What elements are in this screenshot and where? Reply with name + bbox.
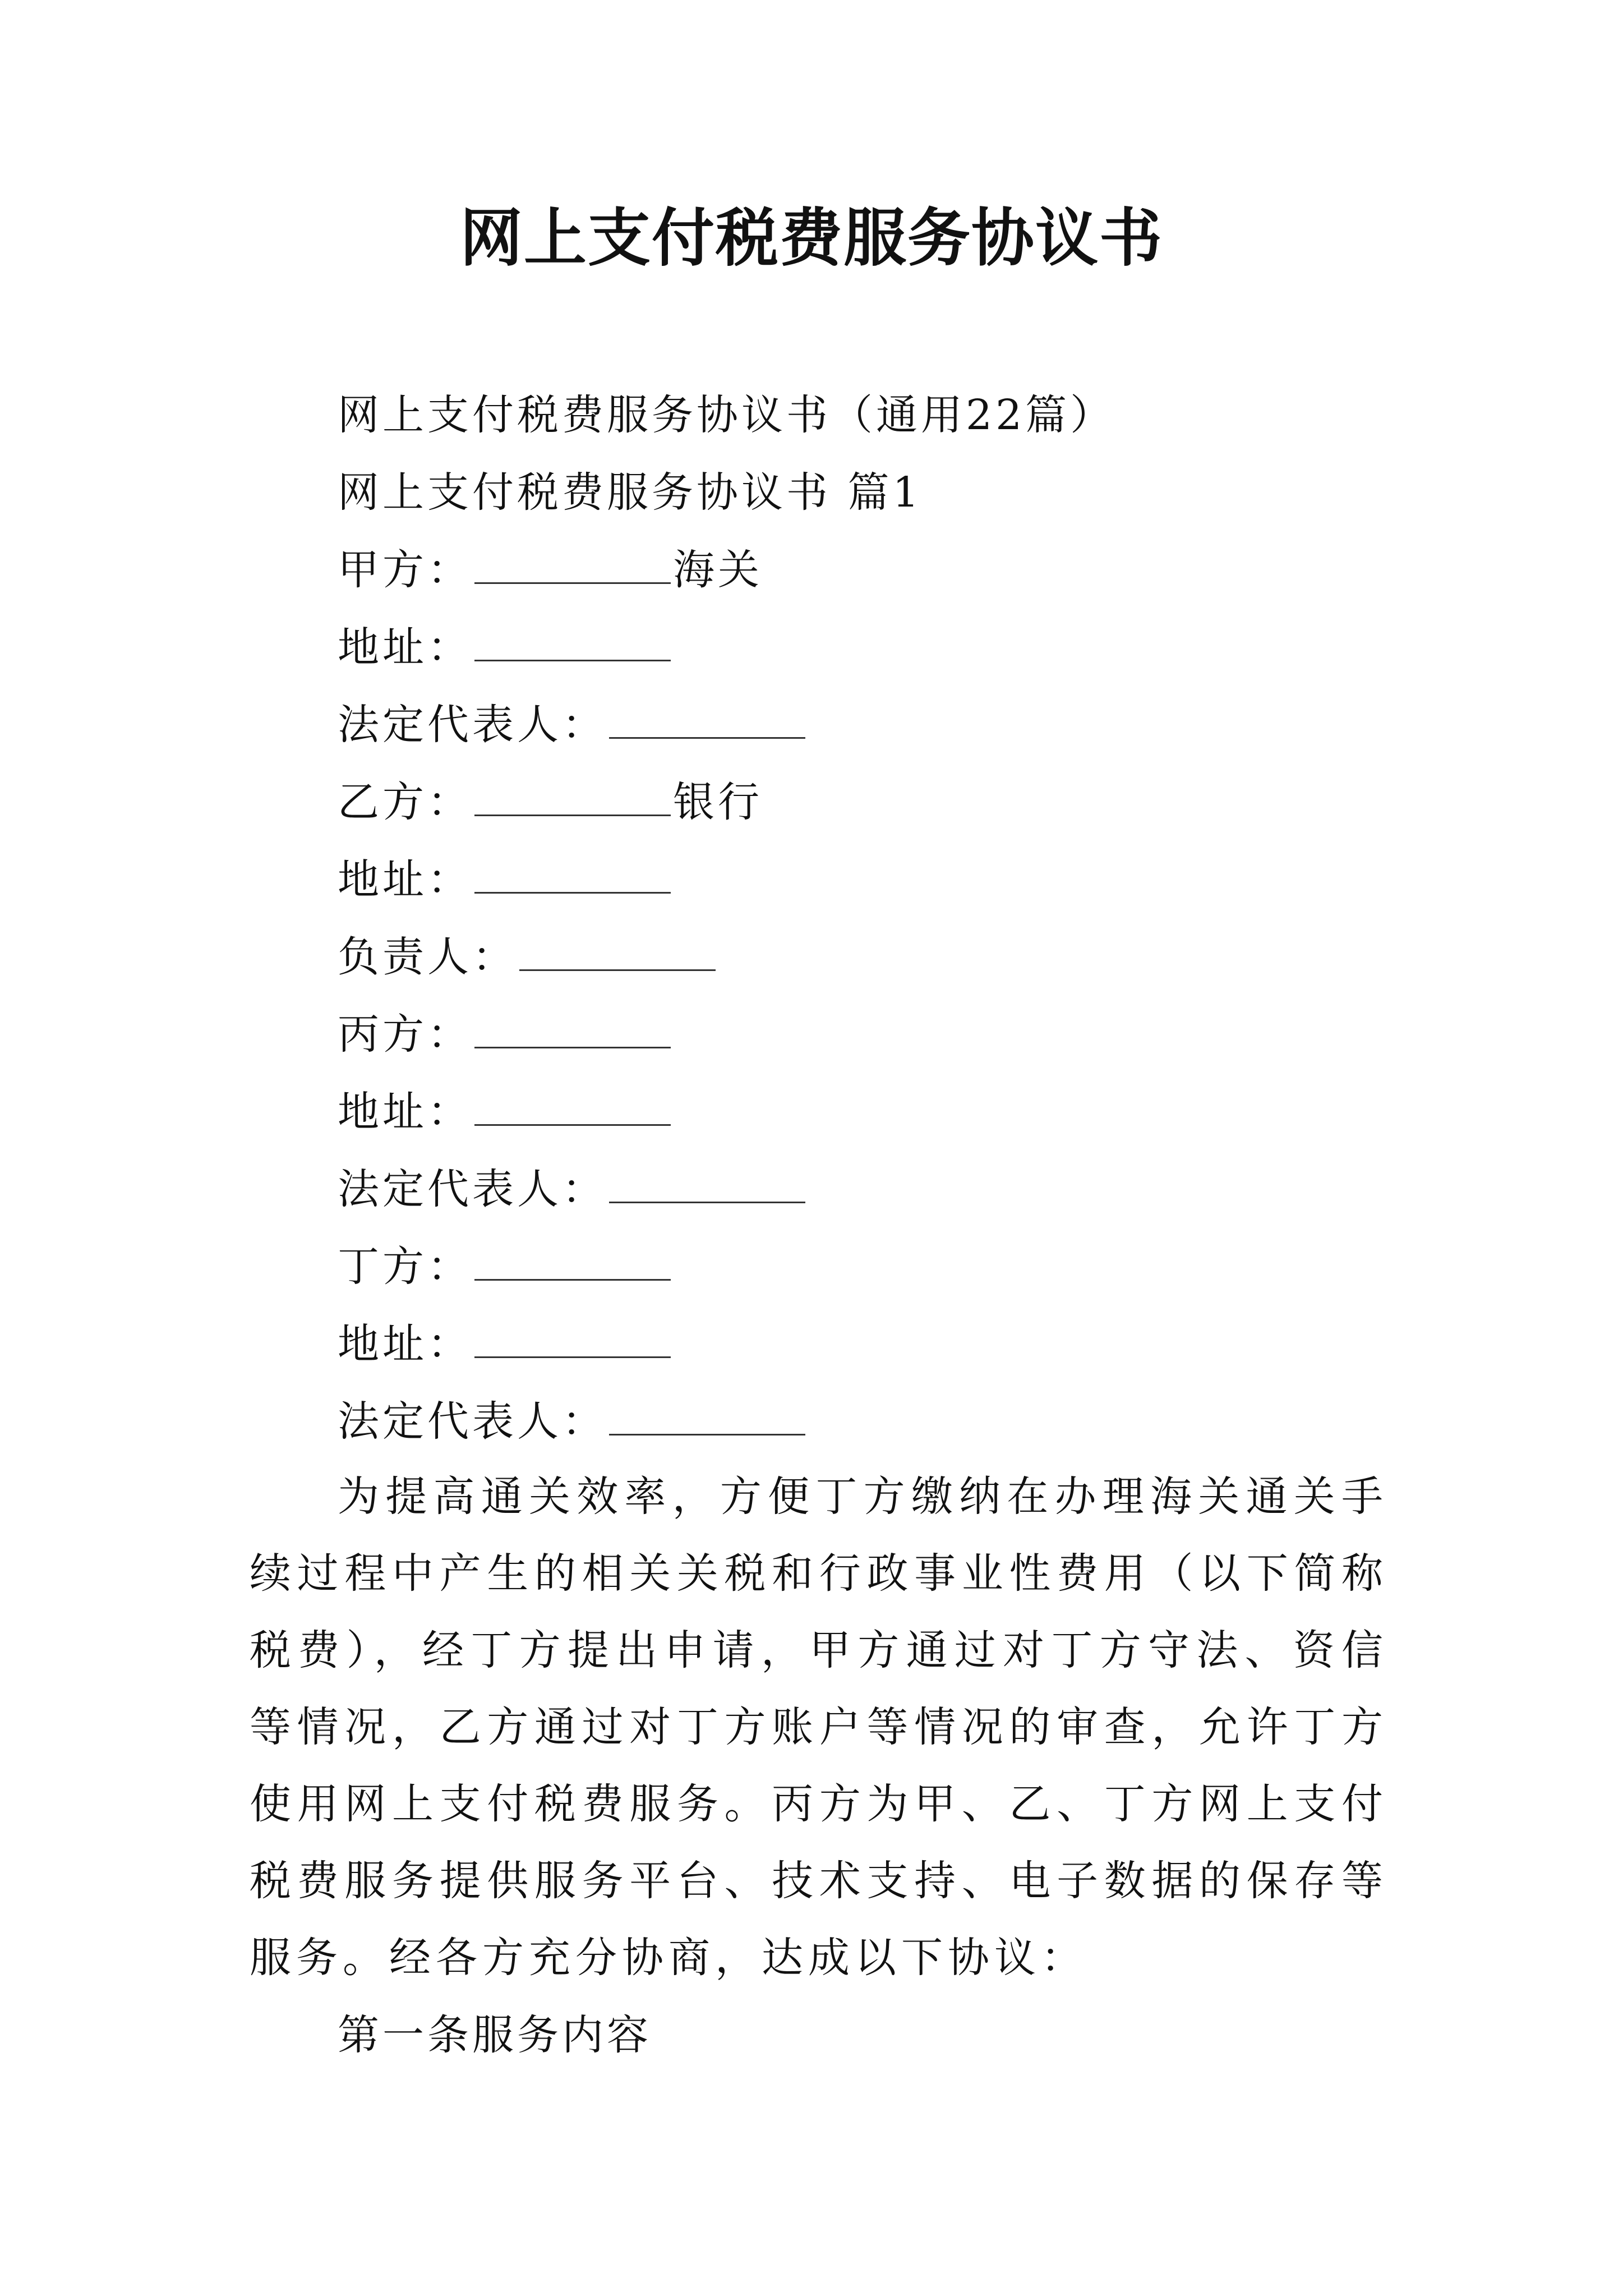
field-party-b-address <box>338 852 673 908</box>
blank-line <box>609 1399 805 1435</box>
field-party-c <box>338 1006 673 1062</box>
blank-line <box>519 935 716 971</box>
field-party-b-manager <box>338 929 718 985</box>
blank-line <box>474 1012 671 1048</box>
field-label: 丙方： <box>338 1010 472 1059</box>
field-party-a <box>338 542 763 598</box>
field-party-c-representative <box>338 1161 808 1217</box>
field-label: 地址： <box>338 623 472 671</box>
document-title: 网上支付税费服务协议书 <box>460 201 1163 275</box>
field-suffix: 海关 <box>673 546 763 594</box>
blank-line <box>474 625 671 661</box>
blank-line <box>474 780 671 816</box>
blank-line <box>609 1167 805 1203</box>
document-subtitle: 网上支付税费服务协议书（通用22篇） <box>338 391 1115 439</box>
field-label: 丁方： <box>338 1243 472 1291</box>
blank-line <box>474 1089 671 1126</box>
field-label: 法定代表人： <box>338 1165 607 1213</box>
field-party-a-representative <box>338 697 808 753</box>
field-party-c-address <box>338 1084 673 1140</box>
field-label: 地址： <box>338 855 472 904</box>
field-party-d-representative <box>338 1393 808 1450</box>
intro-paragraph: 为提高通关效率，方便丁方缴纳在办理海关通关手续过程中产生的相关关税和行政事业性费用（以下简称税费），经丁方提出申请，甲方通过对丁方守法、资信等情况，乙方通过对丁方账户等情况的审查，允许丁方使用网上支付税费服务。丙方为甲、乙、丁方网上支付税费服务提供服务平台、技术支持、电子数据的保存等服务。经各方充分协商，达成以下协议： <box>250 1473 1388 1982</box>
field-suffix: 银行 <box>673 778 763 826</box>
blank-line <box>474 547 671 584</box>
field-label: 甲方： <box>338 546 472 594</box>
section-heading: 网上支付税费服务协议书 篇1 <box>338 468 923 517</box>
field-party-b <box>338 774 763 830</box>
field-label: 乙方： <box>338 778 472 826</box>
blank-line <box>474 857 671 894</box>
field-label: 法定代表人： <box>338 701 607 749</box>
field-label: 负责人： <box>338 933 517 981</box>
field-party-a-address <box>338 619 673 675</box>
field-label: 法定代表人： <box>338 1397 607 1446</box>
field-party-d <box>338 1239 673 1295</box>
blank-line <box>474 1244 671 1281</box>
blank-line <box>474 1322 671 1358</box>
article-1-heading: 第一条服务内容 <box>338 2011 652 2059</box>
field-label: 地址： <box>338 1088 472 1136</box>
field-label: 地址： <box>338 1320 472 1368</box>
field-party-d-address <box>338 1316 673 1372</box>
blank-line <box>609 702 805 739</box>
